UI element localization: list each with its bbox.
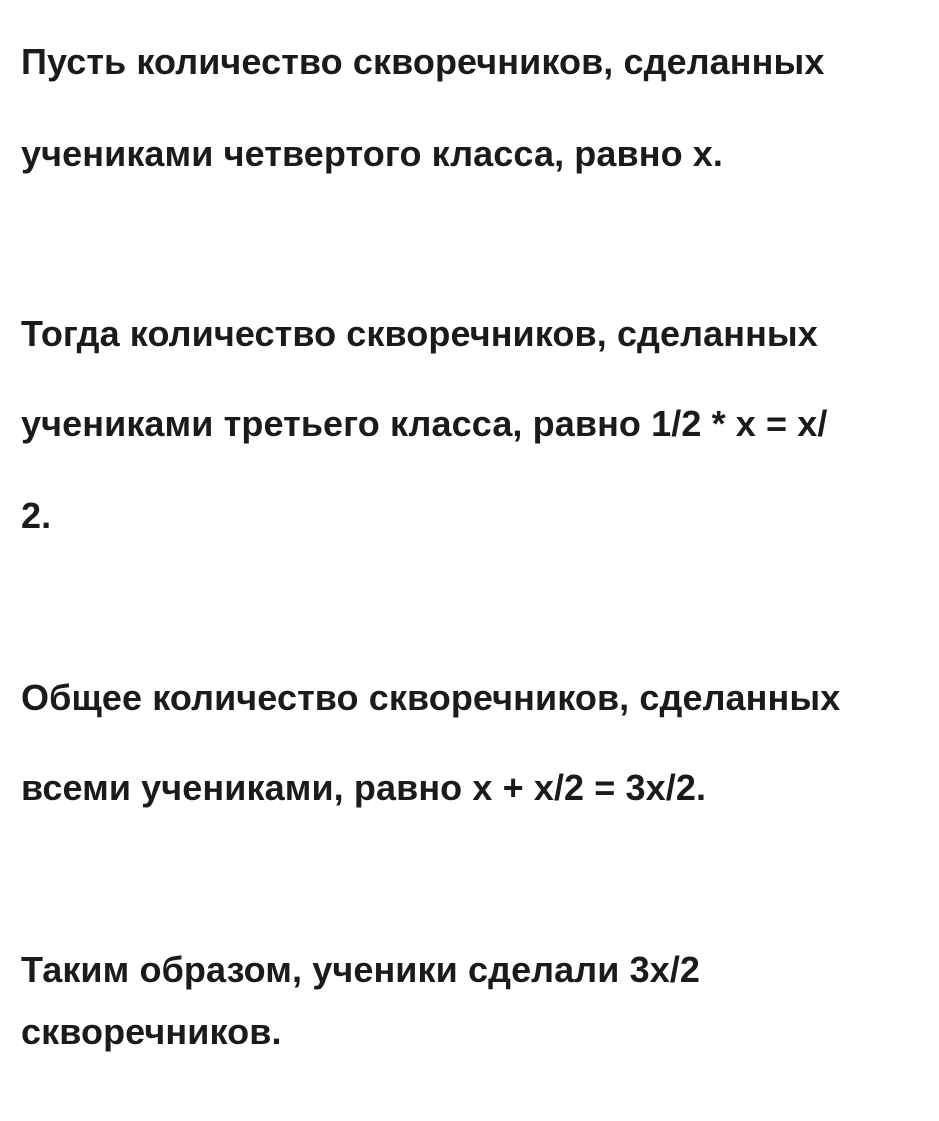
text-line: всеми учениками, равно x + x/2 = 3x/2. bbox=[21, 767, 707, 808]
text-line: учениками четвертого класса, равно x. bbox=[21, 133, 724, 174]
text-line: 2. bbox=[21, 495, 52, 536]
text-line: скворечников. bbox=[21, 1011, 282, 1052]
text-line: учениками третьего класса, равно 1/2 * x = x/ bbox=[21, 403, 828, 444]
text-line: Таким образом, ученики сделали 3x/2 bbox=[21, 949, 701, 990]
text-line: Тогда количество скворечников, сделанных bbox=[21, 313, 818, 354]
text-line: Общее количество скворечников, сделанных bbox=[21, 677, 841, 718]
text-line: Пусть количество скворечников, сделанных bbox=[21, 41, 825, 82]
